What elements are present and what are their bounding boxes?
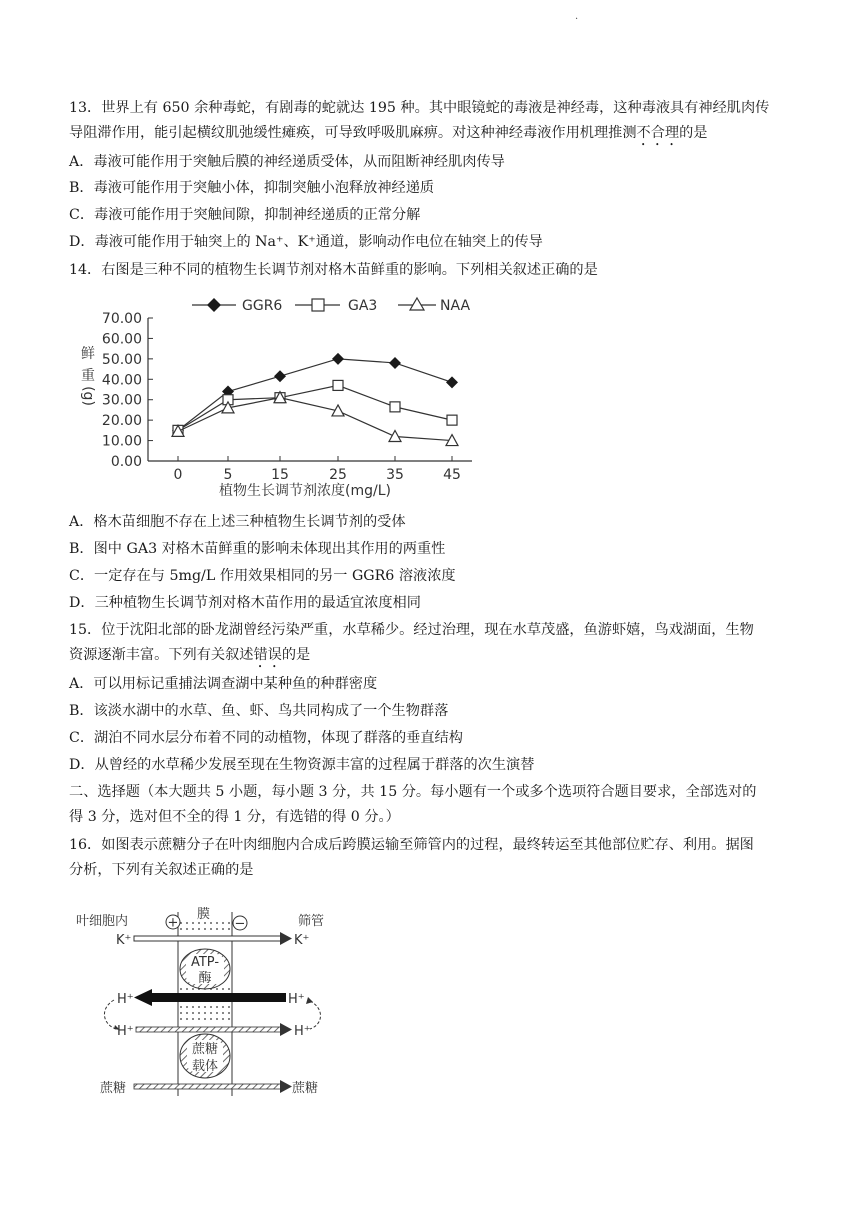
h-ion-top-left-label: H⁺: [117, 992, 134, 1007]
q14-option-c: C．一定存在与 5mg/L 作用效果相同的另一 GGR6 溶液浓度: [69, 568, 456, 584]
y-tick-label: 30.00: [101, 392, 142, 409]
q15-option-c: C．湖泊不同水层分布着不同的动植物，体现了群落的垂直结构: [69, 730, 463, 746]
data-point-ga3: [447, 415, 457, 425]
legend-label-ga3: GA3: [348, 298, 378, 314]
series-line-ga3: [178, 385, 452, 430]
q13-stem-line1: 13．世界上有 650 余种毒蛇，有剧毒的蛇就达 195 种。其中眼镜蛇的毒液是神经毒，这种毒液具有神经肌肉传: [69, 100, 770, 116]
chart-legend: [192, 298, 470, 314]
q15-option-d: D．从曾经的水草稀少发展至现在生物资源丰富的过程属于群落的次生演替: [69, 757, 535, 773]
x-tick-label: 45: [443, 467, 461, 483]
y-tick-label: 20.00: [101, 413, 142, 430]
q14-option-b: B．图中 GA3 对格木苗鲜重的影响未体现出其作用的两重性: [69, 541, 446, 557]
data-point-ggr6: [274, 370, 286, 382]
q14-option-d: D．三种植物生长调节剂对格木苗作用的最适宜浓度相同: [69, 595, 421, 611]
legend-marker-ga3: [312, 299, 324, 311]
data-point-naa: [389, 430, 401, 441]
membrane-transport-diagram: [70, 896, 360, 1106]
x-axis-label: 植物生长调节剂浓度(mg/L): [219, 483, 391, 499]
y-tick-label: 0.00: [110, 454, 142, 470]
q13-option-d: D．毒液可能作用于轴突上的 Na⁺、K⁺通道，影响动作电位在轴突上的传导: [69, 234, 543, 250]
y-tick-label: 10.00: [101, 433, 142, 450]
cell-interior-label: 叶细胞内: [76, 914, 129, 929]
y-tick-label: 50.00: [101, 351, 142, 368]
section2-line1: 二、选择题（本大题共 5 小题，每小题 3 分，共 15 分。每小题有一个或多个选项符合题目要求，全部选对的: [69, 784, 757, 800]
q16-stem-line1: 16．如图表示蔗糖分子在叶肉细胞内合成后跨膜运输至筛管内的过程，最终转运至其他部位贮存、利用。据图: [69, 837, 754, 853]
x-tick-label: 35: [386, 467, 404, 483]
chart-series: [172, 353, 458, 446]
q13-stem-line2: [69, 123, 707, 149]
data-point-ggr6: [332, 353, 344, 365]
k-ion-right-label: K⁺: [294, 933, 310, 948]
q13-stem-end: 的是: [679, 125, 708, 141]
atp-enzyme-label-1: ATP-: [190, 955, 220, 970]
legend-marker-naa: [410, 298, 424, 310]
y-tick-label: 70.00: [101, 311, 142, 327]
h-ion-top-right-label: H⁺: [288, 992, 305, 1007]
q13-emphasis: 不合理: [636, 125, 680, 141]
sucrose-left-label: 蔗糖: [100, 1081, 127, 1096]
y-axis-label-3: (g): [80, 386, 96, 406]
negative-charge-sign: −: [234, 916, 246, 932]
sucrose-right-label: 蔗糖: [292, 1081, 319, 1096]
membrane-label: 膜: [197, 907, 211, 922]
y-tick-label: 40.00: [101, 372, 142, 389]
x-tick-label: 15: [271, 467, 289, 483]
q15-stem-line2: [69, 645, 310, 671]
y-axis-label-1: 鲜: [81, 346, 95, 362]
positive-charge-sign: +: [167, 915, 179, 931]
data-point-ga3: [333, 380, 343, 390]
x-tick-label: 25: [329, 467, 347, 483]
legend-label-naa: NAA: [440, 298, 471, 314]
k-ion-left-label: K⁺: [116, 933, 132, 948]
q13-stem-text: 导阻滞作用，能引起横纹肌弛缓性瘫痪，可导致呼吸肌麻痹。对这种神经毒液作用机理推测: [69, 125, 637, 141]
q15-stem-line1: 15．位于沈阳北部的卧龙湖曾经污染严重，水草稀少。经过治理，现在水草茂盛，鱼游虾嬉，鸟戏湖面，生物: [69, 622, 754, 638]
header-mark: ·: [575, 14, 579, 25]
proton-cotransport-arrow: [136, 1023, 292, 1036]
x-tick-label: 0: [173, 467, 183, 483]
q15-option-b: B．该淡水湖中的水草、鱼、虾、鸟共同构成了一个生物群落: [69, 703, 449, 719]
q13-option-b: B．毒液可能作用于突触小体，抑制突触小泡释放神经递质: [69, 180, 435, 196]
proton-recycle-right: [310, 1001, 321, 1029]
y-axis-label-2: 重: [81, 368, 95, 384]
fresh-weight-chart: [70, 288, 490, 504]
q14-stem: 14．右图是三种不同的植物生长调节剂对格木苗鲜重的影响。下列相关叙述正确的是: [69, 262, 598, 278]
y-tick-label: 60.00: [101, 331, 142, 348]
q13-option-c: C．毒液可能作用于突触间隙，抑制神经递质的正常分解: [69, 207, 421, 223]
chart-axes: [102, 311, 472, 483]
x-tick-label: 5: [223, 467, 233, 483]
q15-emphasis: 错误: [253, 647, 282, 663]
q15-option-a: A．可以用标记重捕法调查湖中某种鱼的种群密度: [69, 676, 378, 692]
legend-label-ggr6: GGR6: [242, 298, 283, 314]
q16-stem-line2: 分析，下列有关叙述正确的是: [69, 862, 254, 878]
series-line-naa: [178, 398, 452, 441]
h-ion-bottom-left-label: H⁺: [117, 1024, 134, 1039]
legend-marker-ggr6: [207, 298, 221, 312]
q13-option-a: A．毒液可能作用于突触后膜的神经递质受体，从而阻断神经肌肉传导: [69, 154, 505, 170]
q14-option-a: A．格木苗细胞不存在上述三种植物生长调节剂的受体: [69, 514, 406, 530]
data-point-ga3: [390, 402, 400, 412]
h-ion-bottom-right-label: H⁺: [294, 1024, 311, 1039]
sucrose-transport-arrow: [134, 1080, 292, 1093]
sieve-tube-label: 筛管: [298, 914, 325, 929]
section2-line2: 得 3 分，选对但不全的得 1 分，有选错的得 0 分。）: [69, 809, 400, 825]
q15-stem-text: 资源逐渐丰富。下列有关叙述: [69, 647, 254, 663]
q15-stem-end: 的是: [281, 647, 311, 663]
sucrose-carrier-label-2: 载体: [191, 1059, 219, 1074]
sucrose-carrier-label-1: 蔗糖: [191, 1042, 219, 1057]
data-point-ggr6: [446, 376, 458, 388]
data-point-ggr6: [389, 357, 401, 369]
series-line-ggr6: [178, 359, 452, 431]
atp-enzyme-label-2: 酶: [198, 971, 212, 986]
proton-recycle-left: [104, 1000, 116, 1029]
